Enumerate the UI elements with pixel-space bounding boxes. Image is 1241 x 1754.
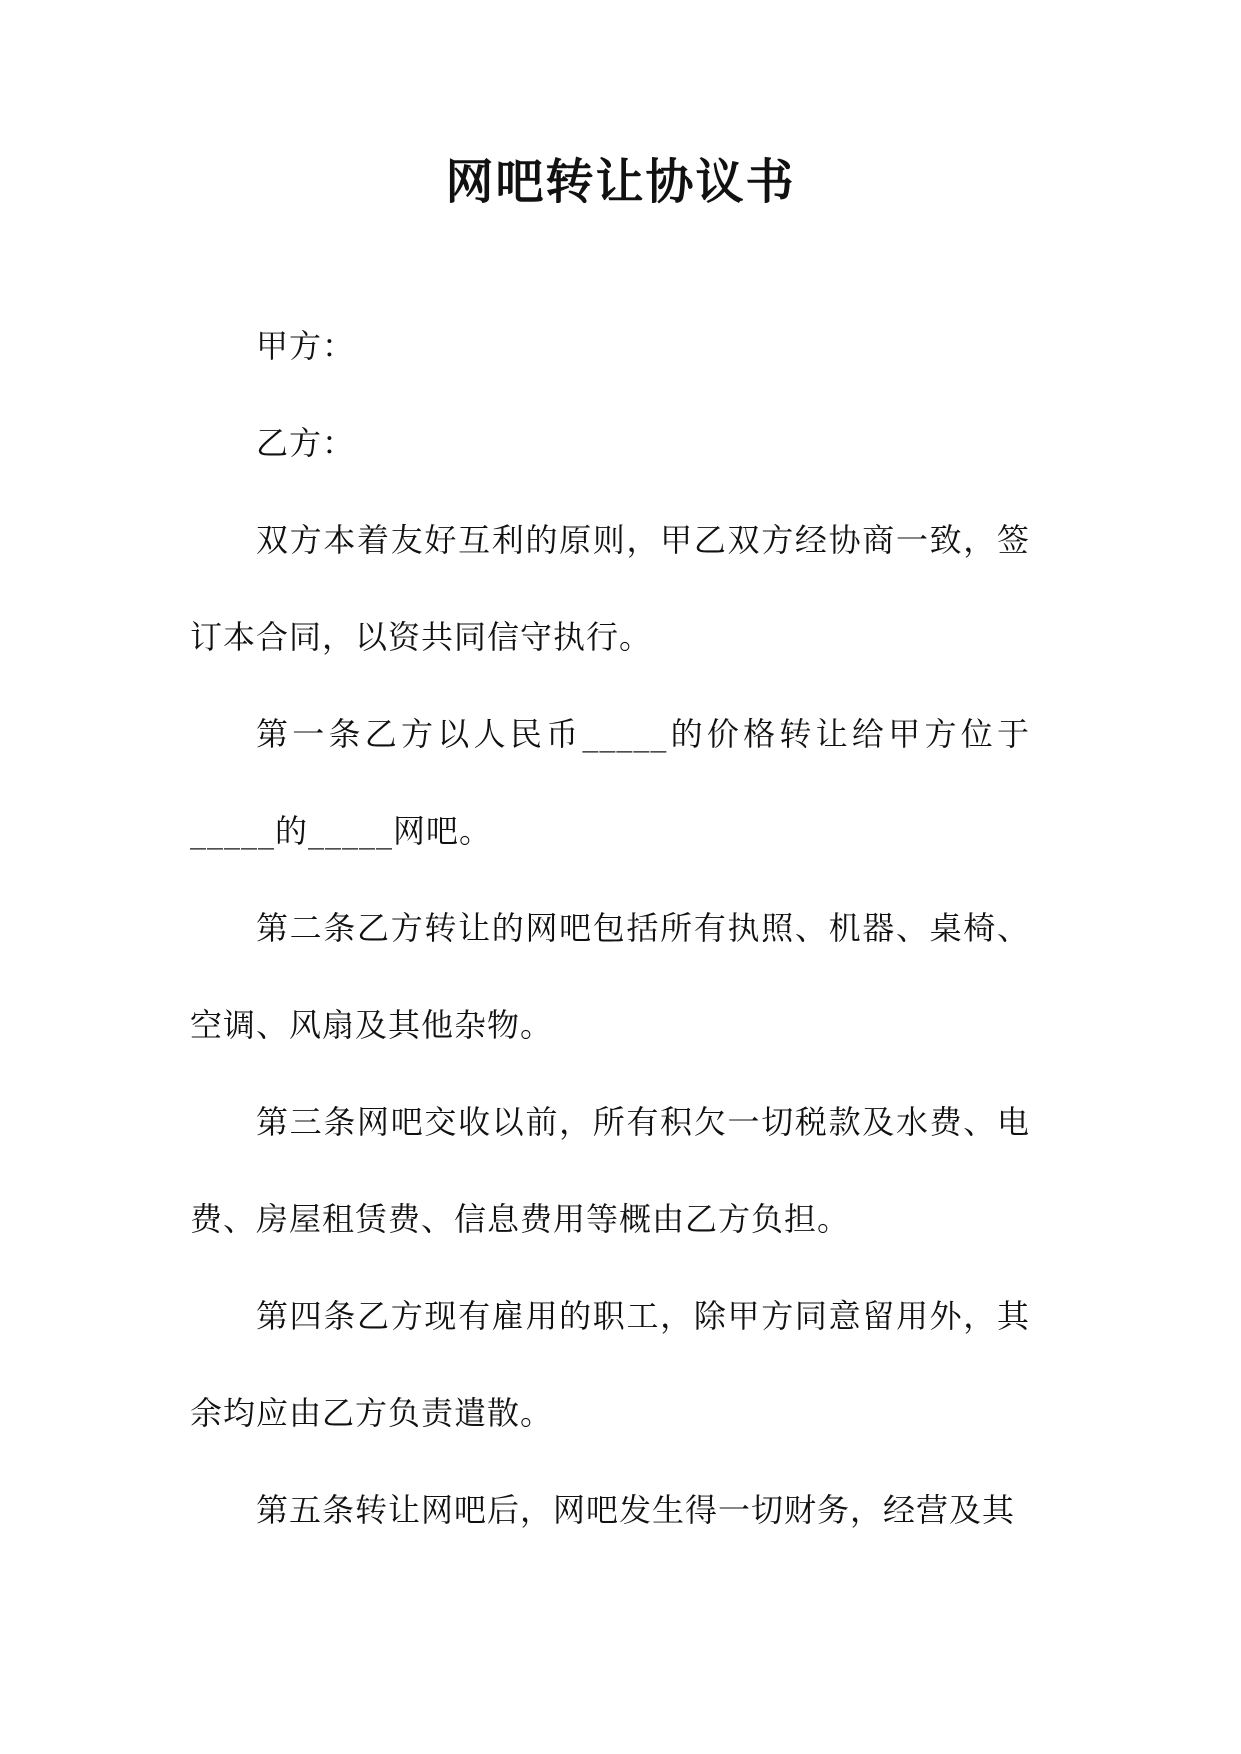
article-4: 第四条乙方现有雇用的职工，除甲方同意留用外，其余均应由乙方负责遣散。 (190, 1297, 1030, 1432)
document-title: 网吧转让协议书 (445, 154, 796, 210)
article-1: 第一条乙方以人民币_____的价格转让给甲方位于_____的_____网吧。 (190, 715, 1030, 850)
article-5: 第五条转让网吧后，网吧发生得一切财务，经营及其 (256, 1491, 1016, 1529)
document-body (190, 298, 1030, 1559)
article-3: 第三条网吧交收以前，所有积欠一切税款及水费、电费、房屋租赁费、信息费用等概由乙方负担。 (190, 1103, 1030, 1238)
party-b-line: 乙方： (256, 424, 356, 462)
preamble-paragraph: 双方本着友好互利的原则，甲乙双方经协商一致，签订本合同，以资共同信守执行。 (190, 521, 1030, 656)
article-2: 第二条乙方转让的网吧包括所有执照、机器、桌椅、空调、风扇及其他杂物。 (190, 909, 1030, 1044)
party-a-line: 甲方： (256, 327, 356, 365)
